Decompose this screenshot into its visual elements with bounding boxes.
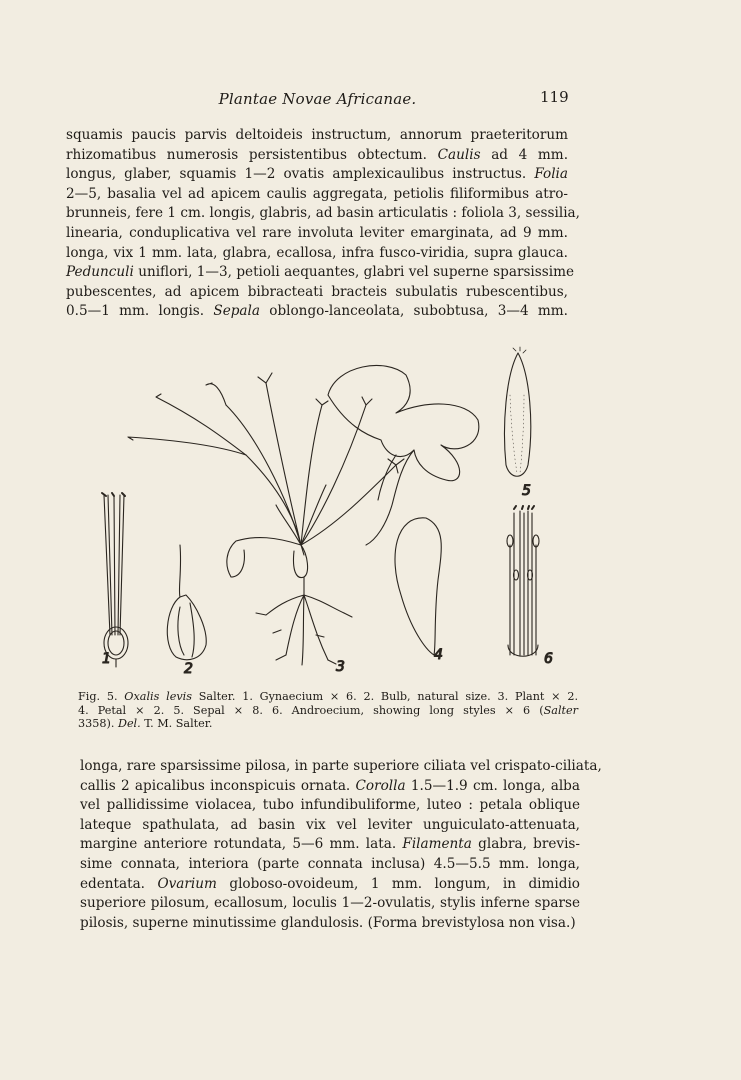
text-line: rhizomatibus numerosis persistentibus obtectum. Caulis ad 4 mm. [66, 146, 569, 163]
text-line: callis 2 apicalibus inconspicuis ornata. Corolla 1.5—1.9 cm. longa, alba [80, 777, 580, 794]
running-title: Plantae Novae Africanae. [218, 90, 417, 108]
text-line: longa, rare sparsissime pilosa, in parte superiore ciliata vel crispato-ciliata, [80, 758, 602, 774]
text-line: pubescentes, ad apicem bibracteati bracteis subulatis rubescentibus, [66, 283, 568, 300]
caption-line: 3358). Del. T. M. Salter. [78, 717, 213, 731]
text-line: vel pallidissime violacea, tubo infundibuliforme, luteo : petala oblique [80, 797, 580, 814]
text-line: 0.5—1 mm. longis. Sepala oblongo-lanceolata, subobtusa, 3—4 mm. [66, 303, 569, 320]
androecium-drawing [507, 506, 539, 656]
figure-label-6: 6 [544, 651, 553, 667]
figure-label-3: 3 [336, 659, 345, 675]
botanical-illustration [96, 345, 566, 685]
gynaecium-drawing [102, 493, 128, 667]
text-line: longa, vix 1 mm. lata, glabra, ecallosa, infra fusco-viridia, supra glauca. [66, 244, 568, 261]
figure-label-1: 1 [102, 651, 111, 667]
petal-drawing [395, 518, 441, 655]
figure-label-2: 2 [184, 661, 193, 677]
text-line: margine anteriore rotundata, 5—6 mm. lata. Filamenta glabra, brevis- [80, 836, 580, 853]
text-line: Pedunculi uniflori, 1—3, petioli aequantes, glabri vel superne sparsissime [66, 264, 575, 281]
text-line: pilosis, superne minutissime glandulosis. (Forma brevistylosa non visa.) [80, 914, 576, 931]
page-number: 119 [540, 88, 569, 106]
paragraph-2 [80, 757, 602, 933]
figure-label-4: 4 [434, 647, 443, 663]
sepal-drawing [505, 347, 531, 476]
bulb-drawing [167, 545, 206, 660]
plant-drawing [128, 365, 479, 665]
text-line: sime connata, interiora (parte connata inclusa) 4.5—5.5 mm. longa, [80, 855, 580, 872]
figure-label-5: 5 [522, 483, 531, 499]
text-line: edentata. Ovarium globoso-ovoideum, 1 mm. longum, in dimidio [80, 875, 580, 892]
caption-line: 4. Petal × 2. 5. Sepal × 8. 6. Androecium, showing long styles × 6 (Salter [78, 703, 578, 717]
text-line: 2—5, basalia vel ad apicem caulis aggregata, petiolis filiformibus atro- [66, 185, 568, 202]
caption-line: Fig. 5. Oxalis levis Salter. 1. Gynaecium × 6. 2. Bulb, natural size. 3. Plant × 2. [78, 690, 579, 703]
text-line: squamis paucis parvis deltoideis instructum, annorum praeteritorum [66, 127, 568, 143]
text-line: linearia, conduplicativa vel rare involuta leviter emarginata, ad 9 mm. [66, 224, 568, 241]
text-line: brunneis, fere 1 cm. longis, glabris, ad basin articulatis : foliola 3, sessilia, [66, 205, 580, 222]
figure-caption [78, 690, 578, 731]
text-line: superiore pilosum, ecallosum, loculis 1—2-ovulatis, stylis inferne sparse [80, 895, 580, 912]
paragraph-1 [66, 126, 580, 322]
text-line: lateque spathulata, ad basin vix vel leviter unguiculato-attenuata, [80, 816, 580, 833]
text-line: longus, glaber, squamis 1—2 ovatis amplexicaulibus instructus. Folia [66, 166, 569, 183]
